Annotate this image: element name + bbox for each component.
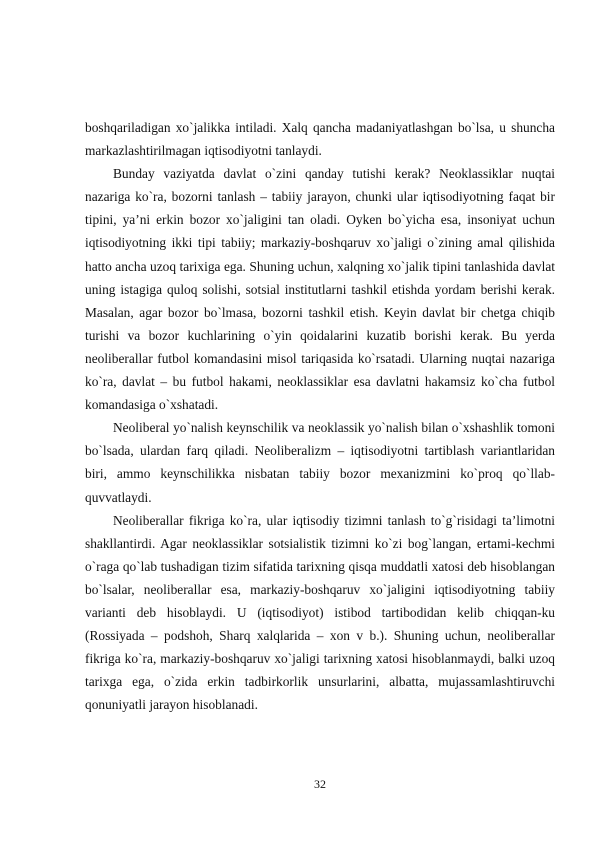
paragraph-4: Neoliberallar fikriga ko`ra, ular iqtisodiy tizimni tanlash to`g`risidagi ta’limotni shakllantirdi. Agar neoklassiklar sotsialistik tizimni ko`zi bog`langan, ertami-kechmi o`raga qo`lab tushadigan tizim sifatida tarixning qisqa muddatli xatosi deb hisoblangan bo`lsalar, neoliberallar esa, markaziy-boshqaruv xo`jaligini iqtisodiyotning tabiiy varianti deb hisoblaydi. U (iqtisodiyot) istibod tartibodidan kelib chiqqan-ku (Rossiyada – podshoh, Sharq xalqlarida – xon v b.). Shuning uchun, neoliberallar fikriga ko`ra, markaziy-boshqaruv xo`jaligi tarixning xatosi hisoblanmaydi, balki uzoq tarixga ega, o`zida erkin tadbirkorlik unsurlarini, albatta, mujassamlashtiruvchi qonuniyatli jarayon hisoblanadi.: [85, 512, 555, 713]
paragraph-3: Neoliberal yo`nalish keynschilik va neoklassik yo`nalish bilan o`xshashlik tomoni bo`lsada, ulardan farq qiladi. Neoliberalizm – iqtisodiyotni tartiblash variantlaridan biri, ammo keynschilikka nisbatan tabiiy bozor mexanizmini ko`proq qo`llab-quvvatlaydi.: [85, 420, 555, 505]
page-number: 32: [314, 777, 326, 791]
paragraph-2: Bunday vaziyatda davlat o`zini qanday tutishi kerak? Neoklassiklar nuqtai nazariga ko`ra, bozorni tanlash – tabiiy jarayon, chunki ular iqtisodiyotning faqat bir tipini, ya’ni erkin bozor xo`jaligini tan oladi. Oyken bo`yicha esa, insoniyat uchun iqtisodiyotning ikki tipi tabiiy; markaziy-boshqaruv xo`jaligi o`zining amal qilishida hatto ancha uzoq tarixiga ega. Shuning uchun, xalqning xo`jalik tipini tanlashida davlat uning istagiga quloq solishi, sotsial institutlarni tashkil etishda yordam berishi kerak. Masalan, agar bozor bo`lmasa, bozorni tashkil etish. Keyin davlat bir chetga chiqib turishi va bozor kuchlarining o`yin qoidalarini kuzatib borishi kerak. Bu yerda neoliberallar futbol komandasini misol tariqasida ko`rsatadi. Ularning nuqtai nazariga ko`ra, davlat – bu futbol hakami, neoklassiklar esa davlatni hakamsiz ko`cha futbol komandasiga o`xshatadi.: [85, 166, 555, 413]
body-text: [85, 116, 555, 716]
paragraph-1: boshqariladigan xo`jalikka intiladi. Xalq qancha madaniyatlashgan bo`lsa, u shuncha markazlashtirilmagan iqtisodiyotni tanlaydi.: [85, 120, 555, 159]
